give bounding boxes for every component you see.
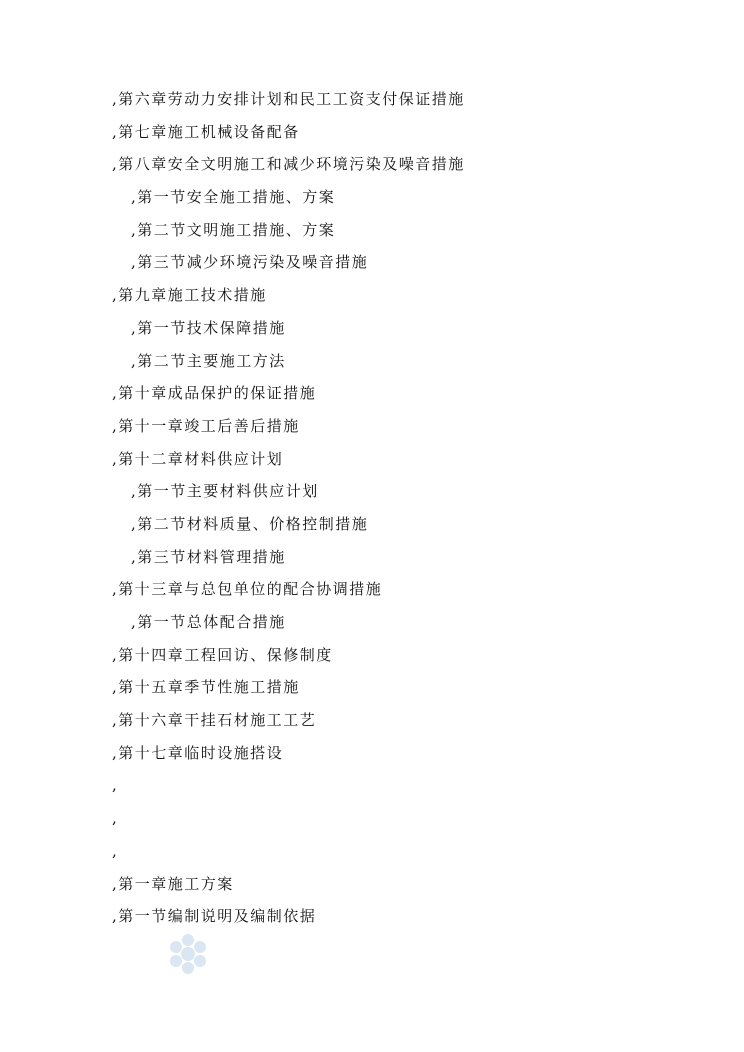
toc-entry: ,第十四章工程回访、保修制度 [112, 645, 333, 664]
toc-entry: ,第二节主要施工方法 [131, 351, 286, 370]
toc-entry: ,第十三章与总包单位的配合协调措施 [112, 580, 383, 599]
toc-entry: ,第十六章干挂石材施工工艺 [112, 711, 317, 730]
toc-entry: ,第十七章临时设施搭设 [112, 743, 284, 762]
toc-entry: ,第三节减少环境污染及噪音措施 [131, 253, 369, 272]
toc-entry: ,第十五章季节性施工措施 [112, 678, 300, 697]
toc-entry: ,第十一章竣工后善后措施 [112, 416, 300, 435]
toc-entry: ,第二节文明施工措施、方案 [131, 220, 336, 239]
toc-entry: ,第一节安全施工措施、方案 [131, 188, 336, 207]
snowflake-watermark-icon [164, 930, 212, 978]
toc-entry: ,第十章成品保护的保证措施 [112, 384, 317, 403]
toc-empty-entry: , [112, 776, 119, 795]
toc-empty-entry: , [112, 841, 119, 860]
toc-empty-entry: , [112, 809, 119, 828]
toc-entry: ,第一节主要材料供应计划 [131, 482, 319, 501]
table-of-contents [0, 89, 744, 939]
toc-entry: ,第一节技术保障措施 [131, 318, 286, 337]
toc-entry: ,第一章施工方案 [112, 874, 234, 893]
toc-entry: ,第一节总体配合措施 [131, 613, 286, 631]
toc-entry: ,第三节材料管理措施 [131, 547, 286, 566]
toc-entry: ,第六章劳动力安排计划和民工工资支付保证措施 [112, 90, 465, 108]
toc-entry: ,第一节编制说明及编制依据 [112, 907, 317, 926]
toc-entry: ,第八章安全文明施工和减少环境污染及噪音措施 [112, 155, 465, 174]
toc-entry: ,第七章施工机械设备配备 [112, 122, 300, 141]
toc-entry: ,第九章施工技术措施 [112, 286, 267, 305]
toc-entry: ,第十二章材料供应计划 [112, 449, 284, 468]
toc-entry: ,第二节材料质量、价格控制措施 [131, 514, 369, 533]
